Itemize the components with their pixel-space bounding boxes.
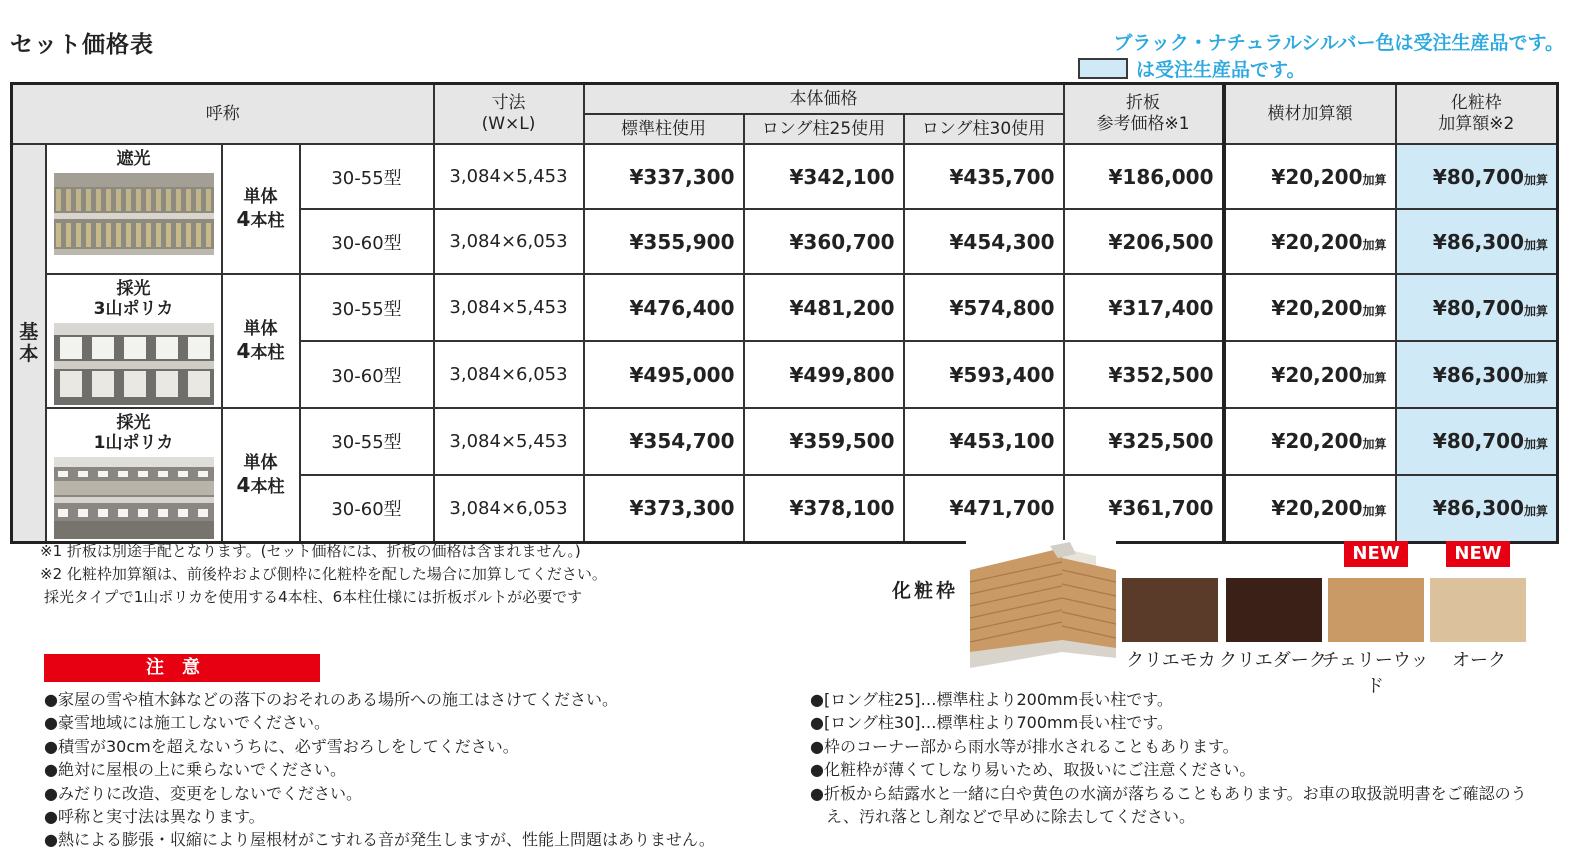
price-long25: ¥481,200	[744, 274, 904, 341]
price-long25: ¥360,700	[744, 209, 904, 274]
product-subname: 1山ポリカ	[93, 433, 174, 453]
caution-item: ●積雪が30cmを超えないうちに、必ず雪おろしをしてください。	[44, 736, 519, 756]
add-keshou: ¥86,300加算	[1396, 475, 1558, 543]
add-yokozai: ¥20,200加算	[1224, 475, 1396, 543]
color-chip	[1430, 578, 1526, 642]
product-photo	[54, 323, 214, 407]
price-orita: ¥352,500	[1064, 341, 1224, 408]
add-yokozai: ¥20,200加算	[1224, 341, 1396, 408]
model-type: 30-55型	[300, 274, 434, 341]
keshou-corner-image	[966, 540, 1116, 670]
dimension: 3,084×5,453	[434, 144, 584, 209]
price-std: ¥476,400	[584, 274, 744, 341]
dimension: 3,084×6,053	[434, 341, 584, 408]
add-yokozai: ¥20,200加算	[1224, 209, 1396, 274]
table-row	[12, 408, 1558, 475]
group-label-kihon: 基 本	[12, 144, 46, 543]
header-long25: ロング柱25使用	[744, 114, 904, 144]
model-type: 30-60型	[300, 209, 434, 274]
color-name: クリエダーク	[1219, 650, 1327, 671]
product-subname: 3山ポリカ	[93, 299, 174, 319]
caution-item: ●家屋の雪や植木鉢などの落下のおそれのある場所への施工はさけてください。	[44, 690, 618, 709]
footnote-1: ※1 折板は別途手配となります。(セット価格には、折板の価格は含まれません。)	[40, 542, 581, 560]
header-std-post: 標準柱使用	[584, 114, 744, 144]
new-badge: NEW	[1344, 541, 1408, 567]
header-yokozai: 横材加算額	[1224, 84, 1396, 145]
header-dimension: 寸法 (W×L)	[434, 84, 584, 145]
price-long30: ¥471,700	[904, 475, 1064, 543]
color-chip	[1122, 578, 1218, 642]
caution-item: ●熱による膨張・収縮により屋根材がこすれる音が発生しますが、性能上問題はありません。	[44, 830, 715, 850]
add-keshou: ¥80,700加算	[1396, 408, 1558, 475]
price-std: ¥373,300	[584, 475, 744, 543]
price-std: ¥354,700	[584, 408, 744, 475]
header-main-price: 本体価格	[584, 84, 1064, 115]
dimension: 3,084×5,453	[434, 408, 584, 475]
dimension: 3,084×5,453	[434, 274, 584, 341]
page-title: セット価格表	[10, 32, 154, 58]
price-orita: ¥317,400	[1064, 274, 1224, 341]
order-notice-line1: ブラック・ナチュラルシルバー色は受注生産品です。	[1113, 32, 1564, 54]
caution-list	[44, 688, 715, 852]
note-item: ●折板から結露水と一緒に白や黄色の水滴が落ちることもあります。お車の取扱説明書をご確認のう	[810, 783, 1527, 803]
add-keshou: ¥86,300加算	[1396, 341, 1558, 408]
price-orita: ¥361,700	[1064, 475, 1224, 543]
price-long30: ¥454,300	[904, 209, 1064, 274]
product-name-cell	[46, 408, 222, 543]
price-long25: ¥342,100	[744, 144, 904, 209]
dimension: 3,084×6,053	[434, 475, 584, 543]
caution-item: ●呼称と実寸法は異なります。	[44, 807, 265, 827]
unit-cell: 単体 4本柱	[222, 144, 300, 274]
table-row	[12, 274, 1558, 341]
product-photo	[54, 173, 214, 257]
order-notice-line2-text: は受注生産品です。	[1136, 59, 1306, 81]
price-long25: ¥378,100	[744, 475, 904, 543]
color-chip	[1328, 578, 1424, 642]
footnote-3: 採光タイプで1山ポリカを使用する4本柱、6本柱仕様には折板ボルトが必要です	[44, 588, 583, 606]
product-name: 採光	[116, 413, 151, 433]
price-long30: ¥453,100	[904, 408, 1064, 475]
product-name-cell	[46, 274, 222, 408]
model-type: 30-60型	[300, 475, 434, 543]
caution-item: ●みだりに改造、変更をしないでください。	[44, 783, 362, 803]
color-name: オーク	[1452, 650, 1506, 671]
model-type: 30-60型	[300, 341, 434, 408]
price-orita: ¥186,000	[1064, 144, 1224, 209]
product-photo	[54, 457, 214, 541]
add-keshou: ¥86,300加算	[1396, 209, 1558, 274]
note-item: ●化粧枠が薄くてしなり易いため、取扱いにご注意ください。	[810, 760, 1256, 780]
note-item: え、汚れ落とし剤などで早めに除去してください。	[810, 807, 1195, 827]
price-std: ¥337,300	[584, 144, 744, 209]
header-name: 呼称	[12, 84, 434, 145]
model-type: 30-55型	[300, 144, 434, 209]
price-table	[10, 82, 1559, 544]
caution-label: 注意	[44, 654, 320, 682]
caution-item: ●絶対に屋根の上に乗らないでください。	[44, 760, 346, 780]
header-orita: 折板 参考価格※1	[1064, 84, 1224, 145]
product-name: 遮光	[116, 149, 151, 169]
add-yokozai: ¥20,200加算	[1224, 274, 1396, 341]
add-yokozai: ¥20,200加算	[1224, 408, 1396, 475]
price-long25: ¥359,500	[744, 408, 904, 475]
order-notice-line2	[1078, 55, 1305, 82]
table-row	[12, 144, 1558, 209]
notes-list	[810, 688, 1527, 828]
header-keshou: 化粧枠 加算額※2	[1396, 84, 1558, 145]
product-name-cell	[46, 144, 222, 274]
price-long30: ¥435,700	[904, 144, 1064, 209]
add-keshou: ¥80,700加算	[1396, 144, 1558, 209]
price-long25: ¥499,800	[744, 341, 904, 408]
unit-cell: 単体 4本柱	[222, 274, 300, 408]
dimension: 3,084×6,053	[434, 209, 584, 274]
price-std: ¥495,000	[584, 341, 744, 408]
caution-item: ●豪雪地域には施工しないでください。	[44, 713, 330, 733]
color-name: クリエモカ	[1126, 650, 1216, 671]
color-name: チェリーウッド	[1321, 650, 1429, 697]
note-item: ●[ロング柱30]…標準柱より700mm長い柱です。	[810, 713, 1173, 733]
add-yokozai: ¥20,200加算	[1224, 144, 1396, 209]
header-long30: ロング柱30使用	[904, 114, 1064, 144]
table-body	[12, 144, 1558, 543]
keshou-label: 化粧枠	[892, 580, 959, 602]
new-badge: NEW	[1446, 541, 1510, 567]
price-std: ¥355,900	[584, 209, 744, 274]
model-type: 30-55型	[300, 408, 434, 475]
price-orita: ¥325,500	[1064, 408, 1224, 475]
add-keshou: ¥80,700加算	[1396, 274, 1558, 341]
price-orita: ¥206,500	[1064, 209, 1224, 274]
note-item: ●[ロング柱25]…標準柱より200mm長い柱です。	[810, 690, 1173, 709]
product-name: 採光	[116, 279, 151, 299]
footnote-2: ※2 化粧枠加算額は、前後枠および側枠に化粧枠を配した場合に加算してください。	[40, 565, 607, 583]
price-long30: ¥574,800	[904, 274, 1064, 341]
unit-cell: 単体 4本柱	[222, 408, 300, 543]
note-item: ●枠のコーナー部から雨水等が排水されることもあります。	[810, 736, 1239, 756]
color-chip	[1226, 578, 1322, 642]
price-long30: ¥593,400	[904, 341, 1064, 408]
legend-swatch	[1078, 58, 1128, 79]
